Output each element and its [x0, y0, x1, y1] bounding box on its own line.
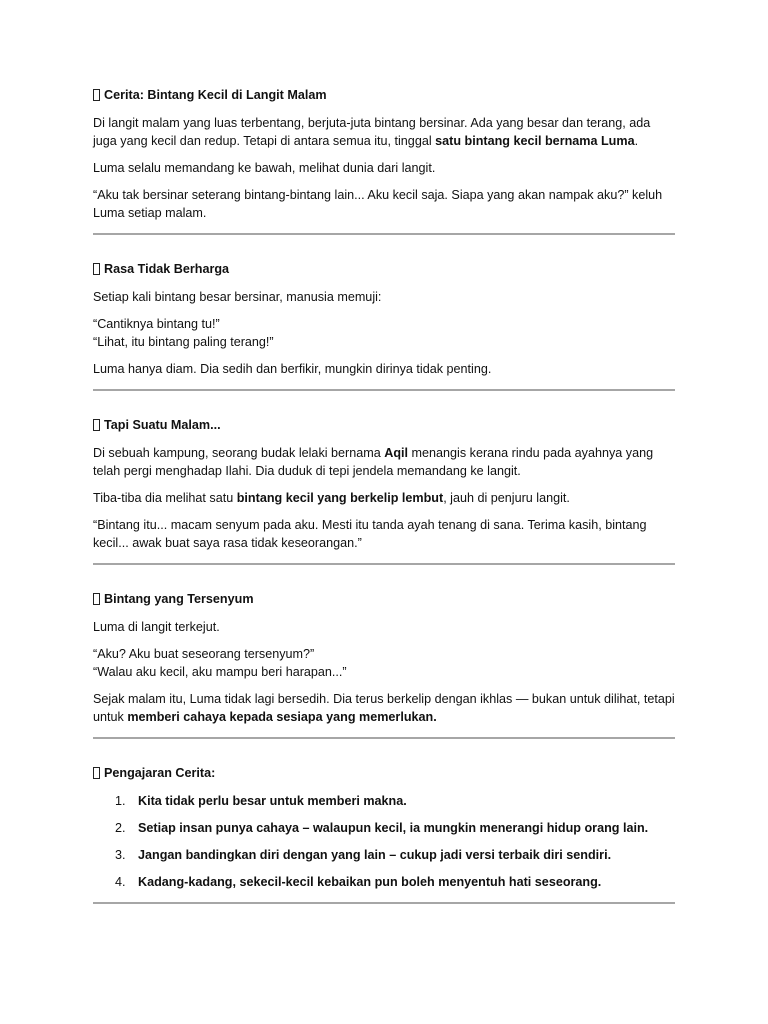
list-item-text: Jangan bandingkan diri dengan yang lain – cukup jadi versi terbaik diri sendiri. [138, 848, 612, 862]
list-item [93, 819, 675, 837]
list-item [93, 873, 675, 891]
list-item [93, 792, 675, 810]
quote-line: “Cantiknya bintang tu!” [93, 317, 220, 331]
horizontal-divider [93, 902, 675, 904]
list-item-text: Kadang-kadang, sekecil-kecil kebaikan pun boleh menyentuh hati seseorang. [138, 875, 602, 889]
horizontal-divider [93, 737, 675, 739]
text-run: , jauh di penjuru langit. [443, 491, 570, 505]
emoji-placeholder-icon [93, 263, 100, 275]
paragraph: Luma hanya diam. Dia sedih dan berfikir, mungkin dirinya tidak penting. [93, 362, 492, 376]
quote-line: “Walau aku kecil, aku mampu beri harapan...” [93, 665, 347, 679]
section-heading-cerita [93, 86, 675, 104]
emoji-placeholder-icon [93, 767, 100, 779]
lesson-list [93, 792, 675, 891]
text-run: Di langit malam yang luas terbentang, berjuta-juta bintang bersinar. Ada yang besar dan terang, ada juga yang kecil dan redup. Tetapi di antara semua itu, tinggal [93, 116, 651, 148]
heading-text: Cerita: Bintang Kecil di Langit Malam [104, 88, 327, 102]
text-run: Di sebuah kampung, seorang budak lelaki bernama [93, 446, 385, 460]
text-run: Tiba-tiba dia melihat satu [93, 491, 237, 505]
paragraph: “Bintang itu... macam senyum pada aku. Mesti itu tanda ayah tenang di sana. Terima kasih, bintang kecil... awak buat saya rasa tidak keseorangan.” [93, 518, 647, 550]
heading-text: Rasa Tidak Berharga [104, 262, 230, 276]
section-heading-pengajaran [93, 764, 675, 782]
paragraph: Luma di langit terkejut. [93, 620, 220, 634]
section-heading-rasa [93, 260, 675, 278]
section-heading-bintang [93, 590, 675, 608]
bold-text: bintang kecil yang berkelip lembut [236, 491, 444, 505]
document-content [93, 86, 675, 904]
emoji-placeholder-icon [93, 593, 100, 605]
paragraph [93, 690, 675, 726]
list-item-text: Kita tidak perlu besar untuk memberi makna. [138, 794, 407, 808]
text-run: menangis kerana rindu pada ayahnya yang telah pergi menghadap Ilahi. Dia duduk di tepi jendela memandang ke langit. [93, 446, 654, 478]
list-item-text: Setiap insan punya cahaya – walaupun kecil, ia mungkin menerangi hidup orang lain. [138, 821, 649, 835]
list-number: 4. [115, 875, 126, 889]
list-number: 1. [115, 794, 126, 808]
horizontal-divider [93, 563, 675, 565]
paragraph: “Aku tak bersinar seterang bintang-bintang lain... Aku kecil saja. Siapa yang akan nampak aku?” keluh Luma setiap malam. [93, 188, 663, 220]
quote-line: “Lihat, itu bintang paling terang!” [93, 335, 274, 349]
heading-text: Pengajaran Cerita: [104, 766, 216, 780]
text-run: . [634, 134, 639, 148]
emoji-placeholder-icon [93, 419, 100, 431]
heading-text: Bintang yang Tersenyum [104, 592, 254, 606]
horizontal-divider [93, 389, 675, 391]
list-number: 3. [115, 848, 126, 862]
bold-text: memberi cahaya kepada sesiapa yang memerlukan. [127, 710, 437, 724]
bold-text: Aqil [384, 446, 409, 460]
heading-text: Tapi Suatu Malam... [104, 418, 221, 432]
paragraph: Luma selalu memandang ke bawah, melihat dunia dari langit. [93, 161, 436, 175]
section-heading-tapi [93, 416, 675, 434]
list-item [93, 846, 675, 864]
horizontal-divider [93, 233, 675, 235]
bold-text: satu bintang kecil bernama Luma [435, 134, 635, 148]
quote-line: “Aku? Aku buat seseorang tersenyum?” [93, 647, 315, 661]
paragraph: Setiap kali bintang besar bersinar, manusia memuji: [93, 290, 382, 304]
paragraph [93, 645, 675, 681]
paragraph [93, 114, 675, 150]
list-number: 2. [115, 821, 126, 835]
text-run: Sejak malam itu, Luma tidak lagi bersedih. Dia terus berkelip dengan ikhlas — bukan untuk dilihat, tetapi untuk [93, 692, 675, 724]
emoji-placeholder-icon [93, 89, 100, 101]
paragraph [93, 444, 675, 480]
paragraph [93, 489, 675, 507]
paragraph [93, 315, 675, 351]
